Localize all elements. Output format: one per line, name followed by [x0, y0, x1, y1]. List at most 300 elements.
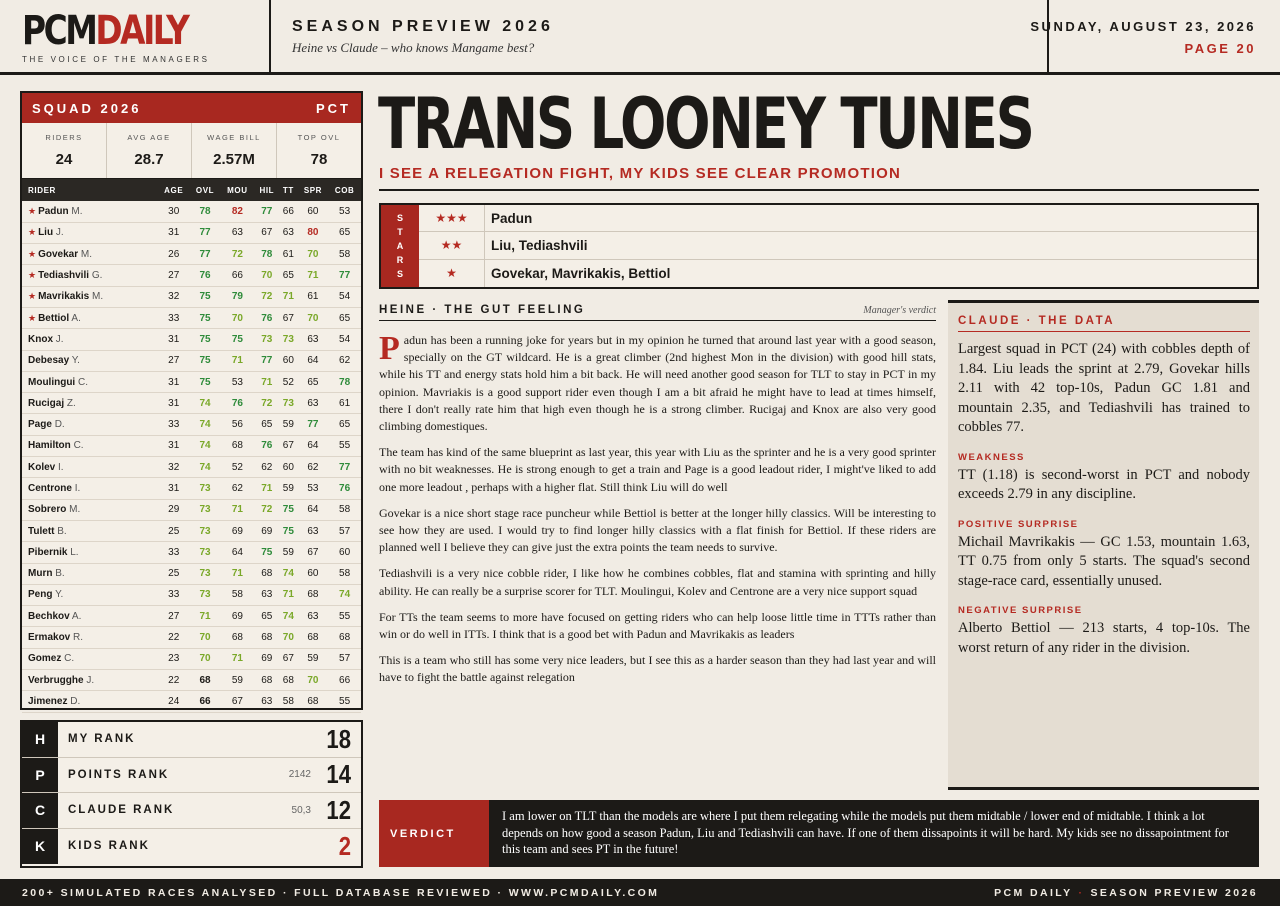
rider-stat-hil: 71 [255, 478, 280, 499]
logo-pcm: PCM [22, 8, 96, 54]
rider-stat-hil: 70 [255, 265, 280, 286]
rider-stat-spr: 61 [298, 286, 329, 307]
rider-stat-ovl: 68 [190, 670, 221, 691]
table-row [22, 371, 361, 392]
article-paragraph: This is a team who still has some very nice leaders, but I see this as a harder season than they had last year and will have to fight the battle against relegation [379, 653, 936, 685]
positive-text: Michail Mavrikakis — GC 1.53, mountain 1.63, TT 0.75 from only 5 starts. The squad's second stage-race card, essentially unused. [958, 533, 1250, 589]
rider-stat-age: 32 [158, 457, 190, 478]
column-header: COB [334, 185, 355, 195]
table-row [22, 286, 361, 307]
verdict-label: VERDICT [379, 800, 489, 867]
rider-stat-ovl: 75 [190, 329, 221, 350]
rider-stat-mou: 58 [220, 584, 254, 605]
squad-division: PCT [316, 100, 351, 116]
rider-stat-spr: 60 [298, 563, 329, 584]
rider-stat-age: 27 [158, 606, 190, 627]
rider-stat-tt: 59 [279, 414, 298, 435]
rider-stat-hil: 78 [255, 244, 280, 265]
rider-stat-hil: 65 [255, 414, 280, 435]
rider-stat-mou: 53 [220, 371, 254, 392]
rider-stat-cob: 54 [328, 329, 361, 350]
rider-stat-tt: 67 [279, 307, 298, 328]
rider-stat-cob: 58 [328, 563, 361, 584]
rider-stat-age: 31 [158, 393, 190, 414]
stars-letter: S [396, 269, 403, 279]
rider-name-cell [22, 393, 158, 414]
rider-name-cell [22, 414, 158, 435]
footer-brand: PCM DAILY [994, 886, 1073, 899]
rider-name-cell [22, 350, 158, 371]
rider-stat-ovl: 75 [190, 371, 221, 392]
rider-initial: C. [73, 440, 84, 452]
heine-verdict-label: Manager's verdict [863, 305, 936, 316]
claude-intro: Largest squad in PCT (24) with cobbles depth of 1.84. Liu leads the sprint at 2.79, Govekar hills 2.11 with 42 top-10s, Padun GC 1.81 and mountain 2.35, and Tediashvili has trained to cobbles 77. [958, 341, 1250, 435]
rider-stat-hil: 71 [255, 371, 280, 392]
stat-riders [22, 123, 107, 178]
rider-stat-spr: 71 [298, 265, 329, 286]
rider-name: Moulingui [28, 376, 76, 388]
rider-stat-cob: 65 [328, 307, 361, 328]
rider-stat-spr: 68 [298, 691, 329, 712]
rider-stat-age: 31 [158, 435, 190, 456]
rider-stat-age: 26 [158, 244, 190, 265]
rider-stat-age: 22 [158, 670, 190, 691]
rider-stat-ovl: 66 [190, 691, 221, 712]
rider-stat-ovl: 73 [190, 563, 221, 584]
rider-stat-cob: 55 [328, 606, 361, 627]
rider-stat-ovl: 74 [190, 414, 221, 435]
rider-name-cell [22, 627, 158, 648]
rider-initial: R. [73, 632, 84, 644]
rider-name-cell [22, 563, 158, 584]
claude-panel [948, 300, 1259, 790]
title-rule [379, 189, 1259, 191]
rider-initial: Z. [66, 397, 76, 409]
rider-stat-tt: 59 [279, 542, 298, 563]
star-icon: ★ [28, 312, 37, 323]
rider-name-cell [22, 201, 158, 222]
rider-stat-age: 31 [158, 478, 190, 499]
rank-row [22, 829, 361, 865]
rider-name: Padun [38, 205, 69, 217]
rider-stat-mou: 63 [220, 222, 254, 243]
rank-label: POINTS RANK [68, 768, 170, 781]
rider-initial: A. [71, 312, 81, 324]
squad-panel [20, 91, 363, 710]
rider-name: Liu [38, 227, 54, 239]
rider-initial: C. [78, 376, 88, 388]
heine-title: HEINE · THE GUT FEELING [379, 304, 586, 316]
rider-stat-tt: 71 [279, 584, 298, 605]
stat-label: TOP OVL [297, 133, 341, 142]
rider-stat-mou: 70 [220, 307, 254, 328]
rider-stat-hil: 76 [255, 435, 280, 456]
rider-stat-ovl: 70 [190, 627, 221, 648]
rider-name: Centrone [28, 483, 72, 494]
rank-value: 18 [326, 723, 351, 754]
rider-stat-tt: 60 [279, 350, 298, 371]
rider-stat-ovl: 73 [190, 478, 221, 499]
star-icon: ★ [28, 270, 37, 281]
star-icon: ★ [28, 205, 37, 216]
rider-stat-mou: 69 [220, 606, 254, 627]
rider-stat-tt: 74 [279, 563, 298, 584]
rider-stat-mou: 76 [220, 393, 254, 414]
rider-stat-age: 33 [158, 307, 190, 328]
table-row [22, 329, 361, 350]
rider-stat-tt: 59 [279, 478, 298, 499]
table-row [22, 691, 361, 712]
table-row [22, 563, 361, 584]
rider-stat-cob: 57 [328, 520, 361, 541]
rider-stat-age: 31 [158, 329, 190, 350]
article-title: TRANS LOONEY TUNES [378, 83, 1033, 165]
rider-stat-tt: 66 [279, 201, 298, 222]
rank-sub-value: 2142 [288, 769, 311, 781]
rider-name: Hamilton [28, 440, 71, 452]
rider-stat-spr: 63 [298, 393, 329, 414]
stars-letter: T [397, 227, 403, 237]
rider-stat-age: 31 [158, 371, 190, 392]
rider-stat-hil: 76 [255, 307, 280, 328]
rider-stat-tt: 68 [279, 670, 298, 691]
rider-stat-cob: 76 [328, 478, 361, 499]
squad-stats [22, 123, 361, 179]
rider-stat-age: 24 [158, 691, 190, 712]
rider-name-cell [22, 499, 158, 520]
table-row [22, 393, 361, 414]
rider-stat-hil: 72 [255, 499, 280, 520]
stat-value: 78 [310, 151, 328, 168]
rider-stat-cob: 77 [328, 265, 361, 286]
stat-value: 28.7 [134, 151, 164, 168]
rider-stat-tt: 60 [279, 457, 298, 478]
tagline: THE VOICE OF THE MANAGERS [22, 55, 210, 64]
table-row [22, 606, 361, 627]
rank-letter: C [22, 793, 58, 828]
article-subtitle: I SEE A RELEGATION FIGHT, MY KIDS SEE CLEAR PROMOTION [379, 165, 901, 182]
rider-stat-cob: 65 [328, 222, 361, 243]
rider-stat-spr: 59 [298, 648, 329, 669]
rider-stat-spr: 63 [298, 606, 329, 627]
rider-name: Bechkov [28, 610, 70, 622]
rider-stat-cob: 53 [328, 201, 361, 222]
stars-letter: A [396, 241, 404, 251]
rider-name-cell [22, 520, 158, 541]
rank-row [22, 758, 361, 794]
rider-initial: M. [92, 291, 104, 303]
column-header: MOU [227, 185, 248, 195]
rider-initial: J. [55, 333, 64, 345]
divider [269, 0, 271, 75]
rider-stat-age: 22 [158, 627, 190, 648]
rider-stat-mou: 69 [220, 520, 254, 541]
rider-stat-mou: 68 [220, 435, 254, 456]
rider-stat-hil: 68 [255, 563, 280, 584]
rider-stat-ovl: 73 [190, 542, 221, 563]
table-row [22, 584, 361, 605]
squad-title: SQUAD 2026 [32, 100, 142, 116]
rider-stat-spr: 64 [298, 499, 329, 520]
stat-label: RIDERS [45, 133, 83, 142]
rider-stat-ovl: 77 [190, 244, 221, 265]
positive-label: POSITIVE SURPRISE [958, 518, 1079, 530]
rider-stat-cob: 78 [328, 371, 361, 392]
rider-stat-spr: 60 [298, 201, 329, 222]
rider-stat-age: 27 [158, 265, 190, 286]
rider-initial: L. [70, 546, 79, 558]
rider-stat-ovl: 75 [190, 307, 221, 328]
rider-name-cell [22, 265, 158, 286]
rider-stat-tt: 71 [279, 286, 298, 307]
rider-name: Jimenez [28, 695, 68, 707]
rider-stat-age: 30 [158, 201, 190, 222]
rider-stat-mou: 66 [220, 265, 254, 286]
rider-stat-ovl: 74 [190, 457, 221, 478]
rider-name: Kolev [28, 461, 56, 473]
column-header: OVL [195, 185, 215, 195]
rank-label: KIDS RANK [68, 840, 150, 853]
rider-initial: G. [91, 270, 103, 282]
column-header: RIDER [28, 185, 56, 195]
rider-name: Rucigaj [28, 397, 65, 409]
rider-stat-spr: 70 [298, 307, 329, 328]
rank-label: CLAUDE RANK [68, 804, 175, 817]
rider-stat-mou: 71 [220, 499, 254, 520]
rider-stat-spr: 53 [298, 478, 329, 499]
rider-initial: C. [64, 653, 75, 665]
rider-stat-ovl: 73 [190, 499, 221, 520]
rider-name-cell [22, 542, 158, 563]
rider-stat-tt: 70 [279, 627, 298, 648]
rider-stat-age: 33 [158, 414, 190, 435]
rider-stat-mou: 64 [220, 542, 254, 563]
rider-name-cell [22, 606, 158, 627]
stars-letter: S [396, 213, 403, 223]
rider-stat-mou: 59 [220, 670, 254, 691]
rider-stat-hil: 72 [255, 393, 280, 414]
rider-name: Knox [28, 333, 53, 345]
rider-stat-tt: 73 [279, 329, 298, 350]
rider-initial: B. [57, 525, 67, 537]
column-header: AGE [164, 185, 184, 195]
rider-stat-tt: 74 [279, 606, 298, 627]
rider-stat-hil: 62 [255, 457, 280, 478]
rider-stat-ovl: 76 [190, 265, 221, 286]
rider-name-cell [22, 670, 158, 691]
star-icon: ★ [28, 227, 37, 238]
footer-section: SEASON PREVIEW 2026 [1090, 886, 1258, 899]
stars-rows [419, 205, 1257, 287]
table-row [22, 201, 361, 222]
rider-stat-tt: 75 [279, 499, 298, 520]
heine-column [379, 304, 936, 687]
star-icon: ★★ [419, 232, 485, 258]
rank-label: MY RANK [68, 733, 136, 746]
rider-stat-hil: 65 [255, 606, 280, 627]
rider-name: Peng [28, 589, 53, 601]
rider-name: Gomez [28, 653, 62, 665]
rider-stat-cob: 57 [328, 648, 361, 669]
rider-stat-spr: 70 [298, 670, 329, 691]
rider-stat-spr: 64 [298, 350, 329, 371]
rider-name-cell [22, 457, 158, 478]
rider-initial: D. [54, 419, 65, 431]
stat-label: AVG AGE [127, 133, 171, 142]
rider-initial: M. [71, 205, 83, 217]
rank-row [22, 722, 361, 758]
rider-stat-hil: 68 [255, 670, 280, 691]
squad-header [22, 93, 361, 123]
article-paragraph: For TTs the team seems to more have focused on getting riders who can help loose little time in TTTs rather than win or do well in ITTs. I think that is a good bet with Padun and Mavrikakis as leaders [379, 609, 936, 642]
rider-stat-ovl: 71 [190, 606, 221, 627]
rider-stat-mou: 67 [220, 691, 254, 712]
rider-name-cell [22, 222, 158, 243]
rider-stat-hil: 77 [255, 350, 280, 371]
table-row [22, 627, 361, 648]
rider-stat-mou: 82 [220, 201, 254, 222]
rider-stat-ovl: 74 [190, 393, 221, 414]
rider-stat-mou: 79 [220, 286, 254, 307]
rider-stat-tt: 63 [279, 222, 298, 243]
rider-initial: A. [71, 610, 82, 622]
table-row [22, 478, 361, 499]
rider-name-cell [22, 371, 158, 392]
article-paragraph: The team has kind of the same blueprint as last year, this year with Liu as the sprinter and he is a very good sprinter with no bit weaknesses. He is strong enough to get a train and Page is a good leadout rider, I might've liked to add one more leadout , perhaps with a higher flat. Still think Liu will do well [379, 445, 936, 494]
rider-stat-hil: 73 [255, 329, 280, 350]
rider-stat-mou: 72 [220, 244, 254, 265]
rider-name: Bettiol [38, 312, 70, 324]
rider-name: Mavrikakis [38, 291, 90, 303]
rider-stat-spr: 80 [298, 222, 329, 243]
rider-stat-spr: 68 [298, 627, 329, 648]
rider-name: Tediashvili [38, 270, 90, 282]
stat-avg-age [107, 123, 192, 178]
table-row [22, 457, 361, 478]
rider-stat-age: 29 [158, 499, 190, 520]
table-row [22, 435, 361, 456]
footer-left: 200+ SIMULATED RACES ANALYSED · FULL DATABASE REVIEWED · WWW.PCMDAILY.COM [22, 886, 660, 899]
rider-stat-mou: 52 [220, 457, 254, 478]
rider-stat-cob: 62 [328, 350, 361, 371]
rider-stat-spr: 65 [298, 371, 329, 392]
rider-name: Debesay [28, 355, 70, 367]
column-header: HIL [259, 185, 275, 195]
rider-stat-cob: 54 [328, 286, 361, 307]
rider-name: Govekar [38, 248, 79, 260]
section-subtitle: Heine vs Claude – who knows Mangame best? [292, 40, 535, 55]
rider-stat-spr: 62 [298, 457, 329, 478]
stat-label: WAGE BILL [207, 133, 261, 142]
rider-stat-ovl: 75 [190, 286, 221, 307]
table-row [22, 648, 361, 669]
logo-daily: DAILY [95, 8, 188, 54]
stat-value: 24 [55, 151, 73, 168]
rider-stat-tt: 58 [279, 691, 298, 712]
section-title: SEASON PREVIEW 2026 [292, 18, 554, 35]
rider-name: Page [28, 419, 52, 431]
rider-stat-cob: 65 [328, 414, 361, 435]
stars-box [379, 203, 1259, 289]
rider-stat-mou: 68 [220, 627, 254, 648]
rider-stat-tt: 52 [279, 371, 298, 392]
column-header: TT [282, 185, 294, 195]
rider-stat-mou: 75 [220, 329, 254, 350]
rider-name: Sobrero [28, 504, 67, 516]
rider-stat-cob: 55 [328, 435, 361, 456]
rider-stat-hil: 68 [255, 627, 280, 648]
rider-stat-age: 27 [158, 350, 190, 371]
rider-initial: D. [70, 695, 81, 707]
rider-name-cell [22, 691, 158, 712]
page-number: PAGE 20 [1184, 41, 1256, 56]
rider-stat-hil: 72 [255, 286, 280, 307]
rider-stat-cob: 68 [328, 627, 361, 648]
star-icon: ★ [419, 260, 485, 287]
heine-header [379, 304, 936, 321]
rider-stat-spr: 63 [298, 329, 329, 350]
rider-initial: Y. [71, 355, 80, 367]
rider-name-cell [22, 329, 158, 350]
rider-initial: Y. [55, 589, 64, 601]
star-icon: ★ [28, 291, 37, 302]
rider-stat-ovl: 73 [190, 520, 221, 541]
negative-label: NEGATIVE SURPRISE [958, 605, 1083, 616]
rider-stat-tt: 65 [279, 265, 298, 286]
stat-value: 2.57M [213, 151, 255, 168]
footer [0, 879, 1280, 906]
stars-label [381, 205, 419, 287]
rider-stat-cob: 55 [328, 691, 361, 712]
masthead [0, 0, 1280, 75]
stars-letter: R [396, 255, 404, 265]
rider-stat-mou: 71 [220, 350, 254, 371]
rider-stat-age: 25 [158, 563, 190, 584]
rank-value: 2 [338, 830, 351, 861]
table-row [22, 307, 361, 328]
article-paragraph: Govekar is a nice short stage race puncheur while Bettiol is better at the longer hilly classics. Will be interesting to see how they are used. I would try to find longer hilly classics with a flat finish for Bettiol. If these riders are planned well I believe they can give just the extra points the team needs to survive. [379, 505, 936, 555]
rider-name-cell [22, 307, 158, 328]
table-row [22, 499, 361, 520]
rider-stat-hil: 75 [255, 542, 280, 563]
rider-stat-tt: 75 [279, 520, 298, 541]
rider-stat-spr: 67 [298, 542, 329, 563]
footer-separator: · [1078, 886, 1085, 899]
rider-initial: M. [69, 504, 81, 516]
rider-stat-ovl: 73 [190, 584, 221, 605]
rider-stat-cob: 58 [328, 499, 361, 520]
negative-text: Alberto Bettiol — 213 starts, 4 top-10s. The worst return of any rider in the division. [958, 620, 1250, 656]
rider-stat-spr: 77 [298, 414, 329, 435]
rider-stat-tt: 61 [279, 244, 298, 265]
rider-stat-age: 23 [158, 648, 190, 669]
rider-stat-hil: 63 [255, 584, 280, 605]
rider-stat-cob: 60 [328, 542, 361, 563]
table-row [22, 265, 361, 286]
drop-cap: P [379, 330, 400, 367]
rider-name: Ermakov [28, 632, 71, 644]
rider-name-cell [22, 244, 158, 265]
rider-stat-ovl: 78 [190, 201, 221, 222]
section-info [292, 18, 554, 56]
star-tier-2 [419, 232, 1257, 259]
column-header: SPR [303, 185, 323, 195]
weakness-label: WEAKNESS [958, 451, 1025, 463]
rider-initial: I. [58, 461, 64, 473]
star-icon: ★ [28, 248, 37, 259]
table-row [22, 244, 361, 265]
rider-stat-mou: 56 [220, 414, 254, 435]
